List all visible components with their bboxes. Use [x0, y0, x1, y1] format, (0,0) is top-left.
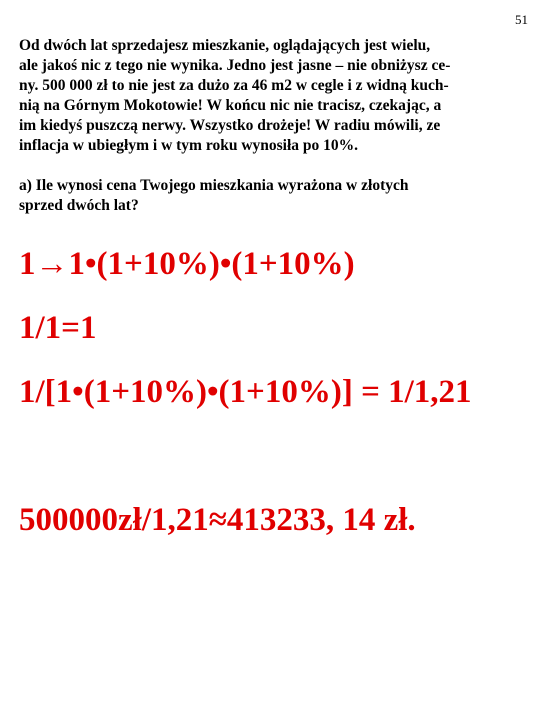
question-line: sprzed dwóch lat? — [19, 197, 139, 214]
formula-result: 500000zł/1,21≈413233, 14 zł. — [19, 502, 416, 538]
paragraph-line: ale jakoś nic z tego nie wynika. Jedno jest jasne – nie obniżysz ce- — [19, 57, 451, 74]
paragraph-line: nią na Górnym Mokotowie! W końcu nic nie tracisz, czekając, a — [19, 97, 442, 114]
page-number: 51 — [515, 12, 528, 27]
question-line: a) Ile wynosi cena Twojego mieszkania wyrażona w złotych — [19, 177, 409, 194]
formula-growth: 1→1•(1+10%)•(1+10%) — [19, 246, 355, 282]
paragraph-line: im kiedyś puszczą nerwy. Wszystko drożeje! W radiu mówili, ze — [19, 117, 441, 134]
formula-reciprocal: 1/[1•(1+10%)•(1+10%)] = 1/1,21 — [19, 374, 472, 410]
question-a — [19, 176, 519, 216]
paragraph-line: inflacja w ubiegłym i w tym roku wynosiła po 10%. — [19, 137, 359, 154]
problem-paragraph — [19, 36, 525, 156]
paragraph-line: ny. 500 000 zł to nie jest za dużo za 46 m2 w cegle i z widną kuch- — [19, 77, 449, 94]
paragraph-line: Od dwóch lat sprzedajesz mieszkanie, oglądających jest wielu, — [19, 37, 431, 54]
formula-base: 1/1=1 — [19, 310, 97, 346]
